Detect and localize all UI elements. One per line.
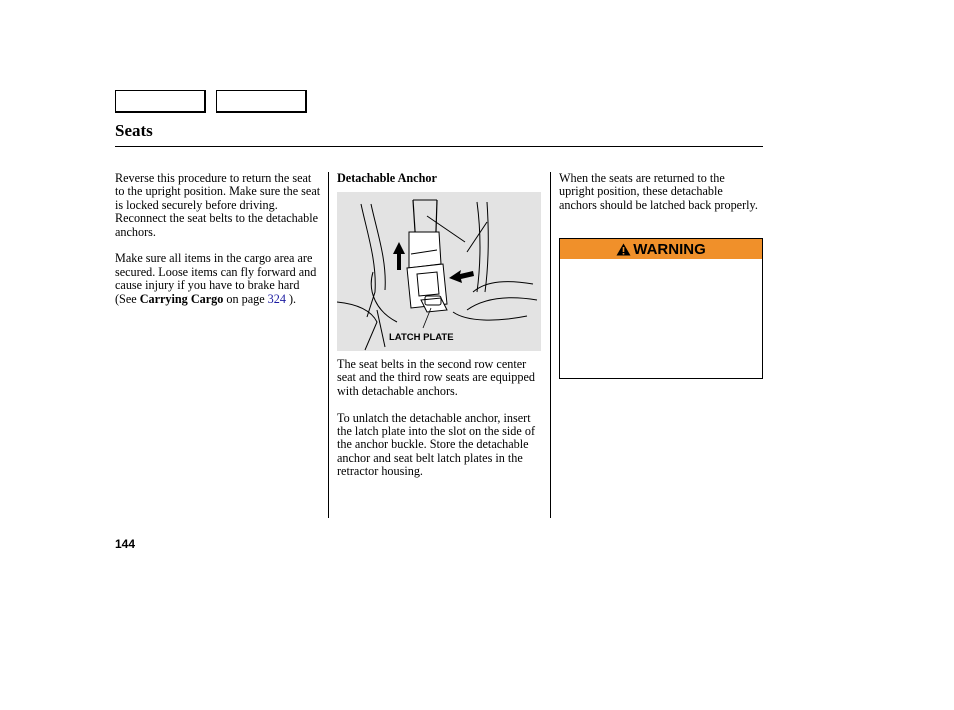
reverse-procedure-paragraph: Reverse this procedure to return the seat to the upright position. Make sure the seat is locked securely before driving. Reconnect the seat belts to the detachable anchors. <box>115 171 321 239</box>
page-title: Seats <box>115 121 153 140</box>
warning-triangle-icon <box>616 243 631 256</box>
warning-header <box>560 239 762 259</box>
latch-plate-label: LATCH PLATE <box>389 332 454 343</box>
detachable-anchor-heading: Detachable Anchor <box>337 171 437 185</box>
warning-label: WARNING <box>633 240 706 258</box>
column-3 <box>559 172 763 226</box>
carrying-cargo-reference: Carrying Cargo <box>139 291 224 306</box>
latch-plate-illustration <box>337 192 541 351</box>
column-divider-2 <box>550 172 551 518</box>
page-324-link[interactable]: 324 <box>267 291 286 306</box>
up-arrow-icon <box>393 242 405 270</box>
unlatch-instructions-paragraph: To unlatch the detachable anchor, insert the latch plate into the slot on the side of the anchor buckle. Store the detachable anchor and seat belt latch plates in the retractor housing. <box>337 410 535 479</box>
column-1 <box>115 172 321 319</box>
insert-arrow-icon <box>449 270 474 283</box>
cargo-text: Make sure all items in the cargo area are secured. Loose items can fly forward and cause injury if you have to brake hard (See <box>115 251 317 306</box>
title-divider <box>115 146 763 147</box>
page-number: 144 <box>115 537 136 551</box>
seat-belt-anchor-drawing <box>337 192 541 351</box>
nav-button-2[interactable] <box>216 90 307 113</box>
latched-back-paragraph: When the seats are returned to the upright position, these detachable anchors should be latched back properly. <box>559 171 758 212</box>
column-divider-1 <box>328 172 329 518</box>
equipped-anchors-paragraph: The seat belts in the second row center seat and the third row seats are equipped with detachable anchors. <box>337 357 535 398</box>
column-2-body <box>337 358 542 492</box>
nav-button-1[interactable] <box>115 90 206 113</box>
on-page-text: on page <box>223 291 268 306</box>
cargo-end-text: ). <box>285 291 297 306</box>
warning-box <box>559 238 763 379</box>
cargo-paragraph <box>115 252 321 306</box>
